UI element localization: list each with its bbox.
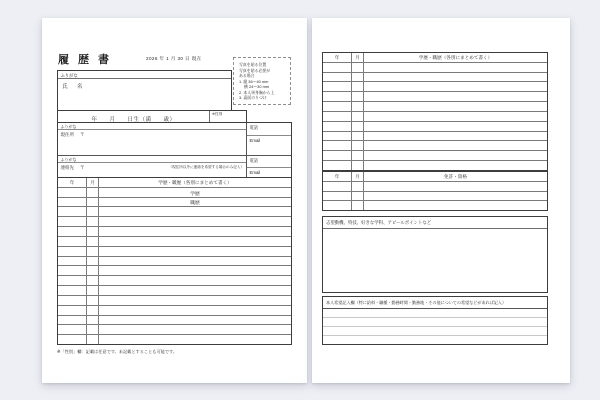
current-address-field	[58, 130, 246, 155]
history-empty-row	[58, 295, 291, 305]
name-box	[57, 70, 232, 111]
current-address-label: 現住所	[60, 132, 74, 137]
history-empty-row	[323, 140, 547, 150]
history-column-header: 学歴・職歴（各別にまとめて書く）	[158, 180, 232, 186]
resume-page-1	[42, 18, 307, 383]
license-empty-row	[323, 181, 547, 191]
history-empty-row	[58, 305, 291, 315]
phone-field: 電話	[247, 156, 291, 168]
history-table	[57, 177, 292, 345]
request-empty-row	[323, 335, 547, 344]
history-empty-row	[323, 62, 547, 72]
history-empty-row	[58, 246, 291, 256]
alt-contact-right-column	[247, 156, 291, 177]
education-section-row	[58, 187, 291, 197]
history-table-header-row	[58, 178, 291, 187]
history-empty-row	[58, 216, 291, 226]
motivation-box-header: 志望動機、特技、好きな学科、アピールポイントなど	[323, 217, 547, 229]
history-empty-row	[58, 226, 291, 236]
work-section-row	[58, 197, 291, 207]
license-column-header: 免許・資格	[444, 174, 467, 180]
email-field: Email	[249, 169, 261, 175]
history-empty-row	[58, 236, 291, 246]
gender-footnote: ※「性別」欄：記載は任意です。未記載とすることも可能です。	[57, 349, 178, 354]
request-empty-row	[323, 326, 547, 335]
personal-request-box	[322, 296, 548, 345]
postal-mark: 〒	[80, 132, 85, 137]
history-empty-row	[323, 160, 547, 170]
furigana-label: ふりがな	[58, 156, 246, 163]
resume-title: 履歴書	[58, 54, 118, 66]
alt-contact-field	[58, 163, 246, 177]
birthdate-field: 年 月 日生（満 歳）	[91, 116, 176, 122]
address-left-column	[58, 123, 247, 155]
address-section	[58, 123, 291, 156]
history-empty-row	[58, 265, 291, 275]
work-section-label: 職歴	[190, 201, 200, 207]
gender-field: ※性別	[209, 111, 246, 122]
license-table-header-row	[323, 172, 547, 181]
history-table-header-row	[323, 53, 547, 62]
name-field: 氏 名	[62, 84, 85, 90]
history-empty-row	[323, 131, 547, 141]
furigana-label: ふりがな	[58, 123, 246, 130]
month-column-header: 月	[352, 172, 364, 181]
personal-request-header: 本人希望記入欄（特に給料・職種・勤務時間・勤務地・その他についての希望などがあれば記入）	[323, 297, 547, 309]
year-column-header: 年	[323, 172, 352, 181]
contact-grid	[57, 122, 292, 178]
month-column-header: 月	[352, 53, 364, 62]
motivation-box-body	[323, 229, 547, 292]
date-line: 2026 年 1 月 30 日 現在	[146, 56, 202, 61]
license-table	[322, 171, 548, 211]
history-empty-row	[323, 101, 547, 111]
month-column-header: 月	[87, 178, 99, 187]
photo-placeholder-box: 写真を貼る位置 写真を貼る必要が ある場合 1. 縦 36〜40 mm 横 24〜30 mm 2. 本人単身胸から上 3. 裏面のりづけ	[233, 57, 291, 105]
year-column-header: 年	[58, 178, 87, 187]
license-empty-row	[323, 200, 547, 210]
postal-mark: 〒	[80, 165, 85, 170]
motivation-box	[322, 216, 548, 293]
alt-contact-label: 連絡先	[60, 165, 74, 170]
history-empty-row	[58, 256, 291, 266]
request-empty-row	[323, 309, 547, 317]
history-table-continued	[322, 52, 548, 171]
history-empty-row	[323, 91, 547, 101]
phone-field: 電話	[247, 123, 291, 136]
alt-contact-section	[58, 156, 291, 177]
history-empty-row	[323, 121, 547, 131]
furigana-label: ふりがな	[58, 71, 231, 79]
history-empty-row	[323, 150, 547, 160]
resume-page-2	[312, 18, 570, 383]
alt-contact-left-column	[58, 156, 247, 177]
education-section-label: 学歴	[190, 191, 200, 197]
history-empty-row	[58, 324, 291, 334]
history-empty-row	[58, 315, 291, 325]
license-empty-row	[323, 191, 547, 201]
email-field: Email	[249, 137, 261, 143]
history-empty-row	[323, 72, 547, 82]
history-empty-row	[323, 81, 547, 91]
address-right-column	[247, 123, 291, 155]
history-empty-row	[58, 285, 291, 295]
history-empty-row	[58, 275, 291, 285]
history-empty-row	[323, 111, 547, 121]
request-empty-row	[323, 317, 547, 326]
history-empty-row	[58, 206, 291, 216]
alt-contact-note: （現住所以外に連絡を希望する場合のみ記入）	[168, 165, 244, 169]
history-empty-row	[58, 334, 291, 344]
year-column-header: 年	[323, 53, 352, 62]
history-column-header: 学歴・職歴（各別にまとめて書く）	[418, 55, 493, 61]
